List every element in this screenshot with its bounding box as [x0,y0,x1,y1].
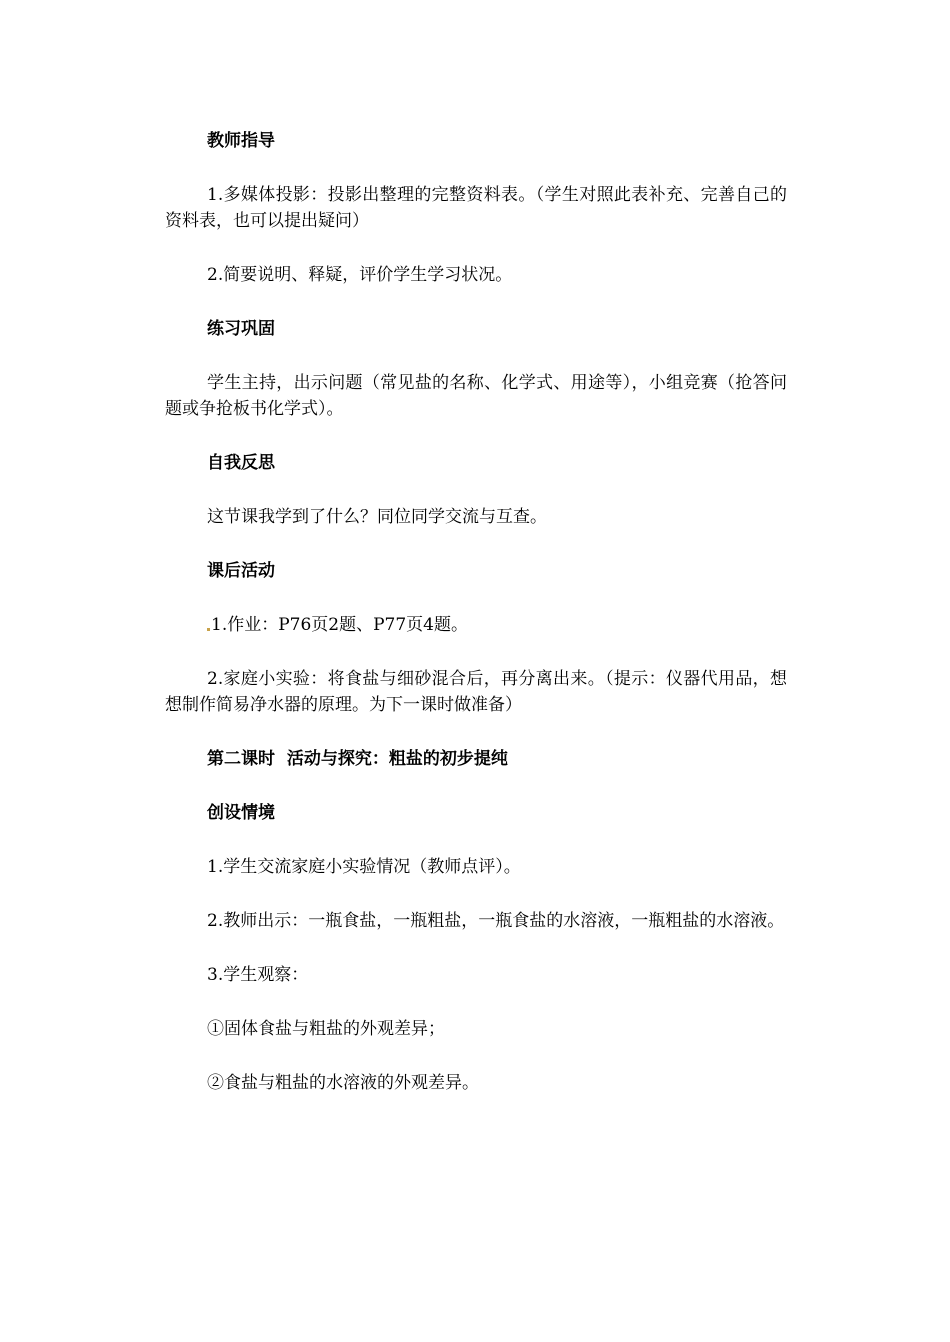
paragraph-reflection: 这节课我学到了什么？同位同学交流与互查。 [207,507,547,527]
section-heading-create-scenario: 创设情境 [207,803,275,823]
paragraph-homework [165,612,787,638]
section-heading-second-lesson: 第二课时 活动与探究：粗盐的初步提纯 [207,749,508,769]
paragraph-observe-solution: ②食盐与粗盐的水溶液的外观差异。 [207,1073,479,1093]
paragraph-multimedia-projection: 1.多媒体投影：投影出整理的完整资料表。（学生对照此表补充、完善自己的资料表，也可以提出疑问） [165,185,787,231]
bullet-dot-icon [207,628,210,631]
section-heading-teacher-guidance: 教师指导 [207,131,275,151]
section-heading-self-reflection: 自我反思 [207,453,275,473]
homework-text: 1.作业：P76页2题、P77页4题。 [211,615,468,635]
paragraph-student-quiz: 学生主持，出示问题（常见盐的名称、化学式、用途等），小组竞赛（抢答问题或争抢板书化学式）。 [165,373,787,419]
paragraph-brief-explanation: 2.简要说明、释疑，评价学生学习状况。 [207,265,513,285]
paragraph-student-observe: 3.学生观察： [207,965,309,985]
paragraph-exchange: 1.学生交流家庭小实验情况（教师点评）。 [207,857,521,877]
document-body [165,128,787,1124]
section-heading-after-class: 课后活动 [207,561,275,581]
section-heading-practice: 练习巩固 [207,319,275,339]
paragraph-observe-solid: ①固体食盐与粗盐的外观差异； [207,1019,445,1039]
paragraph-teacher-shows: 2.教师出示：一瓶食盐，一瓶粗盐，一瓶食盐的水溶液，一瓶粗盐的水溶液。 [207,911,785,931]
paragraph-home-experiment: 2.家庭小实验：将食盐与细砂混合后，再分离出来。（提示：仪器代用品，想想制作简易净水器的原理。为下一课时做准备） [165,669,787,715]
